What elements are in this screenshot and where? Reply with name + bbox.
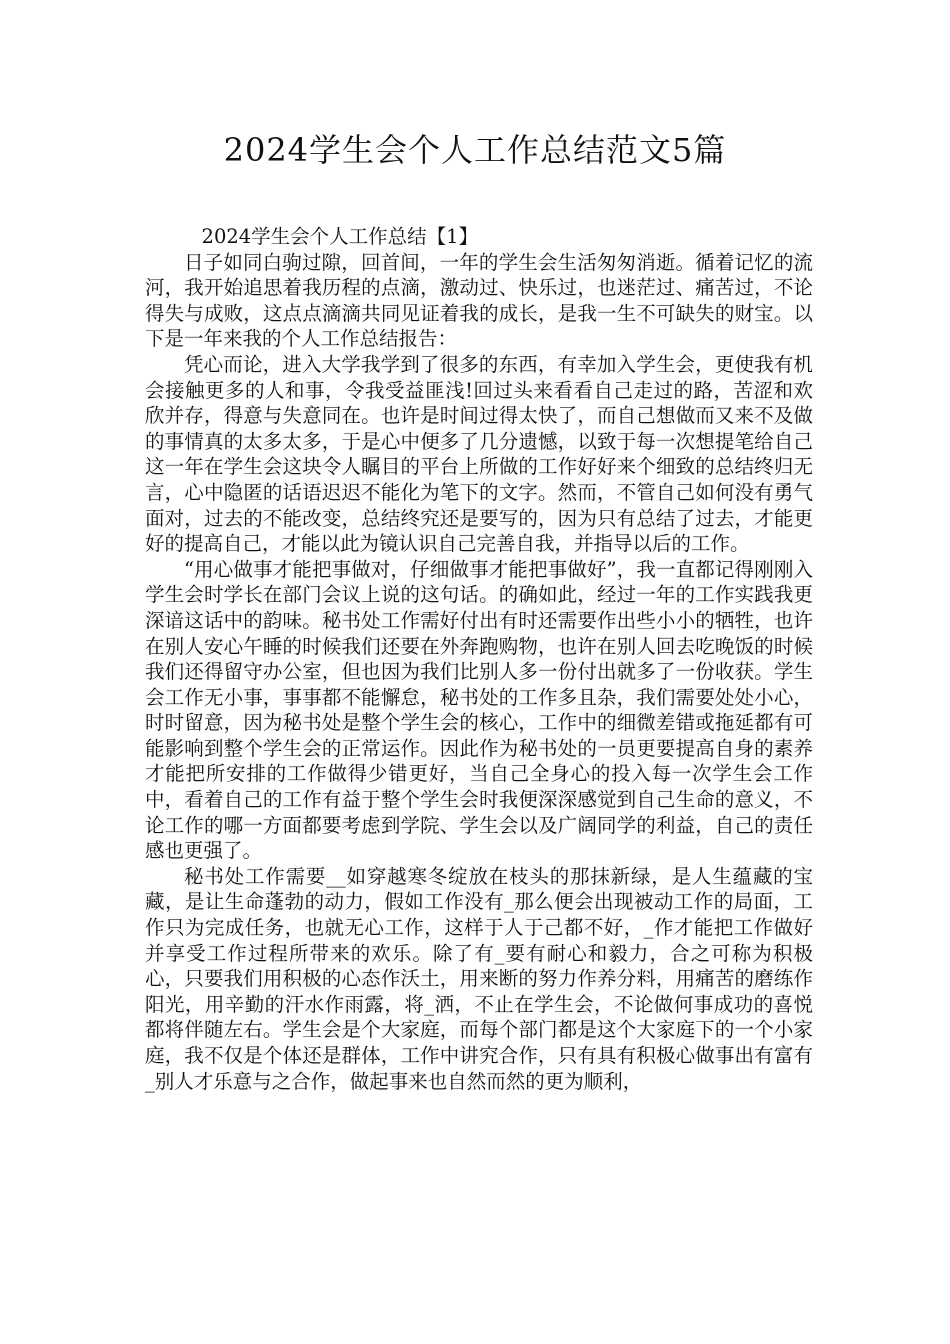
paragraph-2: 凭心而论，进入大学我学到了很多的东西，有幸加入学生会，更使我有机会接触更多的人和事，令我受益匪浅!回过头来看看自己走过的路，苦涩和欢欣并存，得意与失意同在。也许是时间过得太快了，而自己想做而又来不及做的事情真的太多太多，于是心中便多了几分遗憾，以致于每一次想提笔给自己这一年在学生会这块令人瞩目的平台上所做的工作好好来个细致的总结终归无言，心中隐匿的话语迟迟不能化为笔下的文字。然而，不管自己如何没有勇气面对，过去的不能改变，总结终究还是要写的，因为只有总结了过去，才能更好的提高自己，才能以此为镜认识自己完善自我，并指导以后的工作。 bbox=[145, 352, 813, 556]
document-title: 2024学生会个人工作总结范文5篇 bbox=[223, 131, 727, 169]
section-heading: 2024学生会个人工作总结【1】 bbox=[201, 225, 479, 248]
paragraph-4: 秘书处工作需要__如穿越寒冬绽放在枝头的那抹新绿，是人生蕴藏的宝藏，是让生命蓬勃的动力，假如工作没有_那么便会出现被动工作的局面，工作只为完成任务，也就无心工作，这样于人于己都不好，_作才能把工作做好并享受工作过程所带来的欢乐。除了有_要有耐心和毅力，合之可称为积极心，只要我们用积极的心态作沃土，用来断的努力作养分料，用痛苦的磨练作阳光，用辛勤的汗水作雨露，将_洒，不止在学生会，不论做何事成功的喜悦都将伴随左右。学生会是个大家庭，而每个部门都是这个大家庭下的一个小家庭，我不仅是个体还是群体，工作中讲究合作，只有具有积极心做事出有富有_别人才乐意与之合作，做起事来也自然而然的更为顺利， bbox=[145, 864, 813, 1093]
document-body bbox=[145, 224, 813, 1094]
paragraph-3: “用心做事才能把事做对，仔细做事才能把事做好”，我一直都记得刚刚入学生会时学长在部门会议上说的这句话。的确如此，经过一年的工作实践我更深谙这话中的韵味。秘书处工作需好付出有时还需要作出些小小的牺牲，也许在别人安心午睡的时候我们还要在外奔跑购物，也许在别人回去吃晚饭的时候我们还得留守办公室，但也因为我们比别人多一份付出就多了一份收获。学生会工作无小事，事事都不能懈怠，秘书处的工作多且杂，我们需要处处小心，时时留意，因为秘书处是整个学生会的核心，工作中的细微差错或拖延都有可能影响到整个学生会的正常运作。因此作为秘书处的一员更要提高自身的素养才能把所安排的工作做得少错更好，当自己全身心的投入每一次学生会工作中，看着自己的工作有益于整个学生会时我便深深感觉到自己生命的意义，不论工作的哪一方面都要考虑到学院、学生会以及广阔同学的利益，自己的责任感也更强了。 bbox=[145, 557, 813, 863]
paragraph-1: 日子如同白驹过隙，回首间，一年的学生会生活匆匆消逝。循着记忆的流河，我开始追思着我历程的点滴，激动过、快乐过，也迷茫过、痛苦过，不论得失与成败，这点点滴滴共同见证着我的成长，是我一生不可缺失的财宝。以下是一年来我的个人工作总结报告： bbox=[145, 250, 813, 351]
